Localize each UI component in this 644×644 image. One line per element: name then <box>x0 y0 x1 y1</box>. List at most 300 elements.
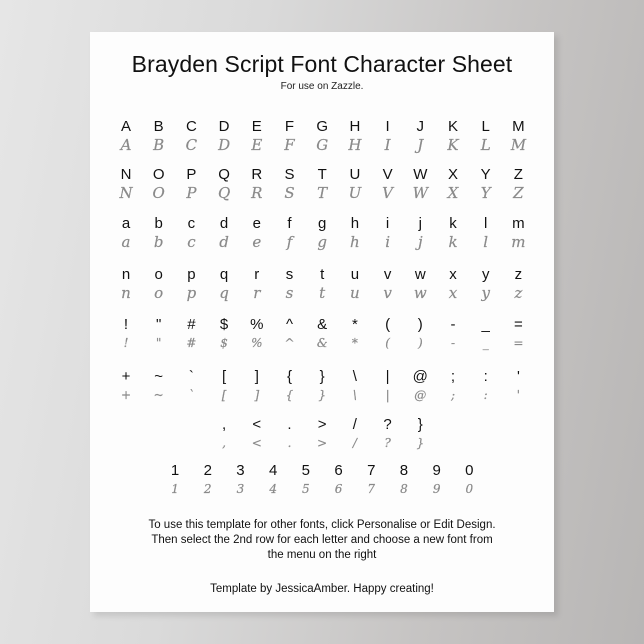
character-cell <box>275 368 305 404</box>
plain-glyph: S <box>284 166 295 183</box>
plain-glyph: | <box>385 368 390 385</box>
script-glyph[interactable]: L <box>480 136 491 154</box>
character-cell <box>275 215 305 251</box>
script-glyph[interactable]: ? <box>384 436 391 450</box>
script-glyph[interactable]: x <box>448 284 458 302</box>
script-glyph[interactable]: J <box>417 136 424 154</box>
plain-glyph: ; <box>450 368 456 385</box>
plain-glyph: ) <box>417 316 423 333</box>
row-uppercase-a-m <box>90 118 554 162</box>
script-glyph[interactable]: S <box>284 184 295 202</box>
character-cell <box>405 316 435 352</box>
script-glyph[interactable]: { <box>285 388 294 402</box>
plain-glyph: } <box>417 416 423 433</box>
character-cell <box>503 118 533 154</box>
plain-glyph: 9 <box>432 462 441 479</box>
plain-glyph: C <box>185 118 197 135</box>
plain-glyph: 3 <box>236 462 245 479</box>
plain-glyph: D <box>218 118 230 135</box>
plain-glyph: \ <box>352 368 357 385</box>
character-cell <box>307 266 337 302</box>
script-glyph[interactable]: ) <box>417 336 423 350</box>
plain-glyph: = <box>514 316 523 333</box>
plain-glyph: U <box>349 166 361 183</box>
character-cell <box>242 215 272 251</box>
plain-glyph: p <box>187 266 196 283</box>
plain-glyph: E <box>251 118 262 135</box>
script-glyph[interactable]: & <box>316 336 328 350</box>
plain-glyph: V <box>382 166 393 183</box>
plain-glyph: q <box>219 266 229 283</box>
script-glyph[interactable]: y <box>481 284 490 302</box>
script-glyph[interactable]: ] <box>254 388 260 402</box>
plain-glyph: } <box>319 368 325 385</box>
plain-glyph: ^ <box>285 316 294 333</box>
plain-glyph: ( <box>385 316 391 333</box>
row-uppercase-n-z <box>90 166 554 210</box>
character-cell <box>225 462 255 498</box>
character-cell <box>405 416 435 452</box>
script-glyph[interactable]: O <box>152 184 165 202</box>
character-cell <box>405 118 435 154</box>
script-glyph[interactable]: i <box>385 233 390 251</box>
script-glyph[interactable]: ! <box>123 336 129 350</box>
plain-glyph: K <box>447 118 458 135</box>
script-glyph[interactable]: : <box>483 388 488 402</box>
instructions-line: To use this template for other fonts, click Personalise or Edit Design. <box>148 519 496 531</box>
plain-glyph: n <box>121 266 131 283</box>
script-glyph[interactable]: z <box>514 284 523 302</box>
script-glyph[interactable]: W <box>412 184 428 202</box>
row-lowercase-a-m <box>90 215 554 259</box>
plain-glyph: . <box>287 416 292 433</box>
plain-glyph: g <box>318 215 327 232</box>
plain-glyph: t <box>320 266 325 283</box>
script-glyph[interactable]: < <box>251 436 262 450</box>
script-glyph[interactable]: } <box>416 436 425 450</box>
character-cell <box>144 266 174 302</box>
character-cell <box>405 368 435 404</box>
character-cell <box>471 266 501 302</box>
plain-glyph: , <box>222 416 227 433</box>
plain-glyph: < <box>252 416 262 433</box>
script-glyph[interactable]: 9 <box>432 482 441 496</box>
plain-glyph: M <box>512 118 525 135</box>
row-lowercase-n-z <box>90 266 554 310</box>
character-cell <box>307 215 337 251</box>
script-glyph[interactable]: N <box>119 184 133 202</box>
plain-glyph: > <box>317 416 327 433</box>
script-glyph[interactable]: " <box>155 336 162 350</box>
plain-glyph: % <box>250 316 264 333</box>
character-cell <box>242 266 272 302</box>
character-cell <box>438 316 468 352</box>
script-glyph[interactable]: h <box>350 233 360 251</box>
plain-glyph: ` <box>188 368 194 385</box>
script-glyph[interactable]: d <box>219 233 229 251</box>
character-sheet-poster <box>90 32 554 612</box>
character-cell <box>160 462 190 498</box>
plain-glyph: + <box>121 368 131 385</box>
character-cell <box>209 316 239 352</box>
script-glyph[interactable]: > <box>317 436 328 450</box>
character-cell <box>144 316 174 352</box>
plain-glyph: l <box>484 215 488 232</box>
script-glyph[interactable]: T <box>317 184 328 202</box>
character-cell <box>242 118 272 154</box>
plain-glyph: d <box>219 215 229 232</box>
character-cell <box>373 368 403 404</box>
plain-glyph: 2 <box>203 462 212 479</box>
script-glyph[interactable]: % <box>251 336 263 350</box>
character-cell <box>340 316 370 352</box>
script-glyph[interactable]: Y <box>480 184 491 202</box>
character-cell <box>307 368 337 404</box>
plain-glyph: N <box>120 166 132 183</box>
script-glyph[interactable]: R <box>251 184 263 202</box>
character-cell <box>438 215 468 251</box>
character-cell <box>373 166 403 202</box>
plain-glyph: * <box>351 316 358 333</box>
character-cell <box>144 368 174 404</box>
page-subtitle: For use on Zazzle. <box>280 81 364 92</box>
script-glyph[interactable]: t <box>319 284 326 302</box>
script-glyph[interactable]: \ <box>352 388 357 402</box>
script-glyph[interactable]: o <box>154 284 164 302</box>
script-glyph[interactable]: H <box>348 136 362 154</box>
script-glyph[interactable]: | <box>385 388 390 402</box>
script-glyph[interactable]: a <box>121 233 131 251</box>
script-glyph[interactable]: ^ <box>284 336 295 350</box>
script-glyph[interactable]: 7 <box>367 482 376 496</box>
plain-glyph: F <box>284 118 295 135</box>
character-cell <box>111 316 141 352</box>
plain-glyph: # <box>187 316 196 333</box>
script-glyph[interactable]: f <box>286 233 293 251</box>
script-glyph[interactable]: v <box>383 284 392 302</box>
character-cell <box>503 166 533 202</box>
character-cell <box>307 166 337 202</box>
script-glyph[interactable]: Q <box>217 184 231 202</box>
script-glyph[interactable]: ` <box>188 388 195 402</box>
credit-text: Template by JessicaAmber. Happy creating! <box>210 583 434 595</box>
character-cell <box>275 316 305 352</box>
plain-glyph: [ <box>222 368 227 385</box>
character-cell <box>176 266 206 302</box>
plain-glyph: 0 <box>465 462 474 479</box>
character-cell <box>503 316 533 352</box>
character-cell <box>471 316 501 352</box>
character-cell <box>307 118 337 154</box>
character-cell <box>422 462 452 498</box>
script-glyph[interactable]: ~ <box>153 388 164 402</box>
plain-glyph: A <box>120 118 131 135</box>
plain-glyph: o <box>154 266 163 283</box>
plain-glyph: f <box>287 215 292 232</box>
character-cell <box>209 368 239 404</box>
script-glyph[interactable]: l <box>483 233 489 251</box>
character-cell <box>242 166 272 202</box>
plain-glyph: m <box>512 215 525 232</box>
character-cell <box>503 368 533 404</box>
script-glyph[interactable]: B <box>153 136 165 154</box>
plain-glyph: H <box>349 118 361 135</box>
character-cell <box>275 416 305 452</box>
plain-glyph: / <box>352 416 357 433</box>
plain-glyph: r <box>254 266 260 283</box>
character-cell <box>111 368 141 404</box>
character-cell <box>111 266 141 302</box>
character-cell <box>405 266 435 302</box>
script-glyph[interactable]: q <box>219 284 229 302</box>
character-cell <box>307 316 337 352</box>
script-glyph[interactable]: e <box>252 233 262 251</box>
script-glyph[interactable]: 5 <box>302 482 310 496</box>
script-glyph[interactable]: . <box>287 436 292 450</box>
character-cell <box>275 266 305 302</box>
script-glyph[interactable]: 4 <box>269 482 277 496</box>
character-cell <box>340 266 370 302</box>
character-cell <box>111 166 141 202</box>
character-cell <box>438 118 468 154</box>
plain-glyph: Q <box>218 166 230 183</box>
plain-glyph: Y <box>480 166 491 183</box>
plain-glyph: ' <box>516 368 520 385</box>
plain-glyph: c <box>187 215 196 232</box>
character-cell <box>209 416 239 452</box>
row-symbols-2 <box>90 368 554 412</box>
script-glyph[interactable]: 8 <box>400 482 408 496</box>
character-cell <box>275 118 305 154</box>
plain-glyph: _ <box>481 316 490 333</box>
plain-glyph: s <box>285 266 294 283</box>
plain-glyph: a <box>121 215 131 232</box>
character-cell <box>454 462 484 498</box>
instructions-text <box>90 518 554 563</box>
script-glyph[interactable]: 2 <box>203 482 212 496</box>
character-cell <box>373 118 403 154</box>
script-glyph[interactable]: ( <box>385 336 390 350</box>
plain-glyph: B <box>153 118 164 135</box>
character-cell <box>209 215 239 251</box>
plain-glyph: T <box>317 166 327 183</box>
character-cell <box>258 462 288 498</box>
character-cell <box>144 215 174 251</box>
script-glyph[interactable]: $ <box>220 336 228 350</box>
character-cell <box>340 166 370 202</box>
script-glyph[interactable]: E <box>251 136 263 154</box>
script-glyph[interactable]: F <box>284 136 295 154</box>
character-cell <box>176 316 206 352</box>
script-glyph[interactable]: [ <box>221 388 227 402</box>
script-glyph[interactable]: s <box>285 284 294 302</box>
character-cell <box>111 118 141 154</box>
character-cell <box>503 266 533 302</box>
character-cell <box>471 166 501 202</box>
character-cell <box>438 368 468 404</box>
character-cell <box>438 166 468 202</box>
plain-glyph: & <box>317 316 328 333</box>
script-glyph[interactable]: M <box>510 136 527 154</box>
plain-glyph: R <box>251 166 263 183</box>
character-cell <box>373 416 403 452</box>
instructions-line: Then select the 2nd row for each letter and choose a new font from <box>151 534 493 546</box>
script-glyph[interactable]: X <box>447 184 459 202</box>
character-cell <box>176 118 206 154</box>
character-cell <box>275 166 305 202</box>
script-glyph[interactable]: b <box>153 233 164 251</box>
plain-glyph: 4 <box>268 462 278 479</box>
character-cell <box>389 462 419 498</box>
character-cell <box>193 462 223 498</box>
character-cell <box>373 215 403 251</box>
script-glyph[interactable]: = <box>513 336 524 350</box>
script-glyph[interactable]: _ <box>482 336 489 350</box>
plain-glyph: 7 <box>367 462 376 479</box>
script-glyph[interactable]: u <box>350 284 360 302</box>
character-cell <box>340 118 370 154</box>
character-cell <box>111 215 141 251</box>
character-cell <box>144 166 174 202</box>
script-glyph[interactable]: U <box>348 184 362 202</box>
character-cell <box>340 368 370 404</box>
plain-glyph: L <box>481 118 490 135</box>
script-glyph[interactable]: - <box>450 336 456 350</box>
script-glyph[interactable]: w <box>413 284 427 302</box>
plain-glyph: W <box>413 166 428 183</box>
plain-glyph: v <box>383 266 392 283</box>
script-glyph[interactable]: } <box>318 388 326 402</box>
script-glyph[interactable]: j <box>417 233 423 251</box>
plain-glyph: w <box>414 266 426 283</box>
script-glyph[interactable]: D <box>218 136 231 154</box>
row-symbols-3 <box>90 416 554 460</box>
plain-glyph: " <box>156 316 162 333</box>
script-glyph[interactable]: # <box>186 336 197 350</box>
script-glyph[interactable]: A <box>120 136 132 154</box>
plain-glyph: @ <box>412 368 428 385</box>
character-cell <box>144 118 174 154</box>
plain-glyph: x <box>449 266 457 283</box>
plain-glyph: z <box>514 266 523 283</box>
character-cell <box>242 316 272 352</box>
script-glyph[interactable]: , <box>222 436 226 450</box>
character-cell <box>340 215 370 251</box>
character-cell <box>176 166 206 202</box>
character-cell <box>176 215 206 251</box>
plain-glyph: ~ <box>154 368 164 385</box>
character-cell <box>242 416 272 452</box>
script-glyph[interactable]: ' <box>516 388 521 402</box>
plain-glyph: I <box>385 118 390 135</box>
script-glyph[interactable]: + <box>120 388 132 402</box>
script-glyph[interactable]: c <box>187 233 196 251</box>
plain-glyph: G <box>316 118 329 135</box>
plain-glyph: 1 <box>170 462 180 479</box>
character-cell <box>471 215 501 251</box>
page-title: Brayden Script Font Character Sheet <box>131 51 513 77</box>
character-cell <box>209 266 239 302</box>
plain-glyph: $ <box>219 316 229 333</box>
plain-glyph: j <box>418 215 422 232</box>
character-cell <box>503 215 533 251</box>
plain-glyph: y <box>481 266 490 283</box>
plain-glyph: ? <box>383 416 392 433</box>
script-glyph[interactable]: @ <box>414 388 427 402</box>
character-cell <box>373 316 403 352</box>
character-cell <box>291 462 321 498</box>
script-glyph[interactable]: k <box>448 233 458 251</box>
script-glyph[interactable]: * <box>351 336 358 350</box>
script-glyph[interactable]: P <box>186 184 197 202</box>
script-glyph[interactable]: / <box>352 436 357 450</box>
character-cell <box>356 462 386 498</box>
plain-glyph: - <box>450 316 456 333</box>
plain-glyph: X <box>447 166 458 183</box>
instructions-line: the menu on the right <box>267 549 377 561</box>
row-symbols-1 <box>90 316 554 360</box>
script-glyph[interactable]: 1 <box>171 482 179 496</box>
character-cell <box>373 266 403 302</box>
script-glyph[interactable]: V <box>382 184 394 202</box>
plain-glyph: i <box>385 215 390 232</box>
script-glyph[interactable]: r <box>253 284 261 302</box>
character-cell <box>438 266 468 302</box>
script-glyph[interactable]: n <box>121 284 131 302</box>
character-cell <box>471 118 501 154</box>
plain-glyph: O <box>152 166 165 183</box>
character-cell <box>209 166 239 202</box>
script-glyph[interactable]: g <box>317 233 327 251</box>
plain-glyph: e <box>252 215 261 232</box>
script-glyph[interactable]: p <box>186 284 197 302</box>
script-glyph[interactable]: I <box>384 136 391 154</box>
character-cell <box>307 416 337 452</box>
plain-glyph: b <box>154 215 163 232</box>
script-glyph[interactable]: Z <box>513 184 524 202</box>
character-cell <box>176 368 206 404</box>
character-cell <box>209 118 239 154</box>
character-cell <box>340 416 370 452</box>
plain-glyph: u <box>350 266 360 283</box>
script-glyph[interactable]: 3 <box>236 482 245 496</box>
plain-glyph: J <box>416 118 425 135</box>
plain-glyph: : <box>483 368 488 385</box>
script-glyph[interactable]: ; <box>450 388 456 402</box>
script-glyph[interactable]: m <box>511 233 526 251</box>
character-cell <box>405 215 435 251</box>
plain-glyph: 6 <box>334 462 343 479</box>
plain-glyph: 5 <box>301 462 311 479</box>
character-cell <box>405 166 435 202</box>
plain-glyph: h <box>350 215 360 232</box>
script-glyph[interactable]: C <box>185 136 198 154</box>
plain-glyph: 8 <box>399 462 409 479</box>
plain-glyph: P <box>186 166 197 183</box>
script-glyph[interactable]: 0 <box>465 482 474 496</box>
plain-glyph: ! <box>123 316 129 333</box>
script-glyph[interactable]: 6 <box>334 482 343 496</box>
plain-glyph: { <box>286 368 292 385</box>
character-cell <box>242 368 272 404</box>
character-cell <box>324 462 354 498</box>
script-glyph[interactable]: G <box>316 136 329 154</box>
plain-glyph: k <box>449 215 457 232</box>
character-cell <box>471 368 501 404</box>
plain-glyph: ] <box>254 368 259 385</box>
row-digits <box>90 462 554 506</box>
script-glyph[interactable]: K <box>447 136 459 154</box>
